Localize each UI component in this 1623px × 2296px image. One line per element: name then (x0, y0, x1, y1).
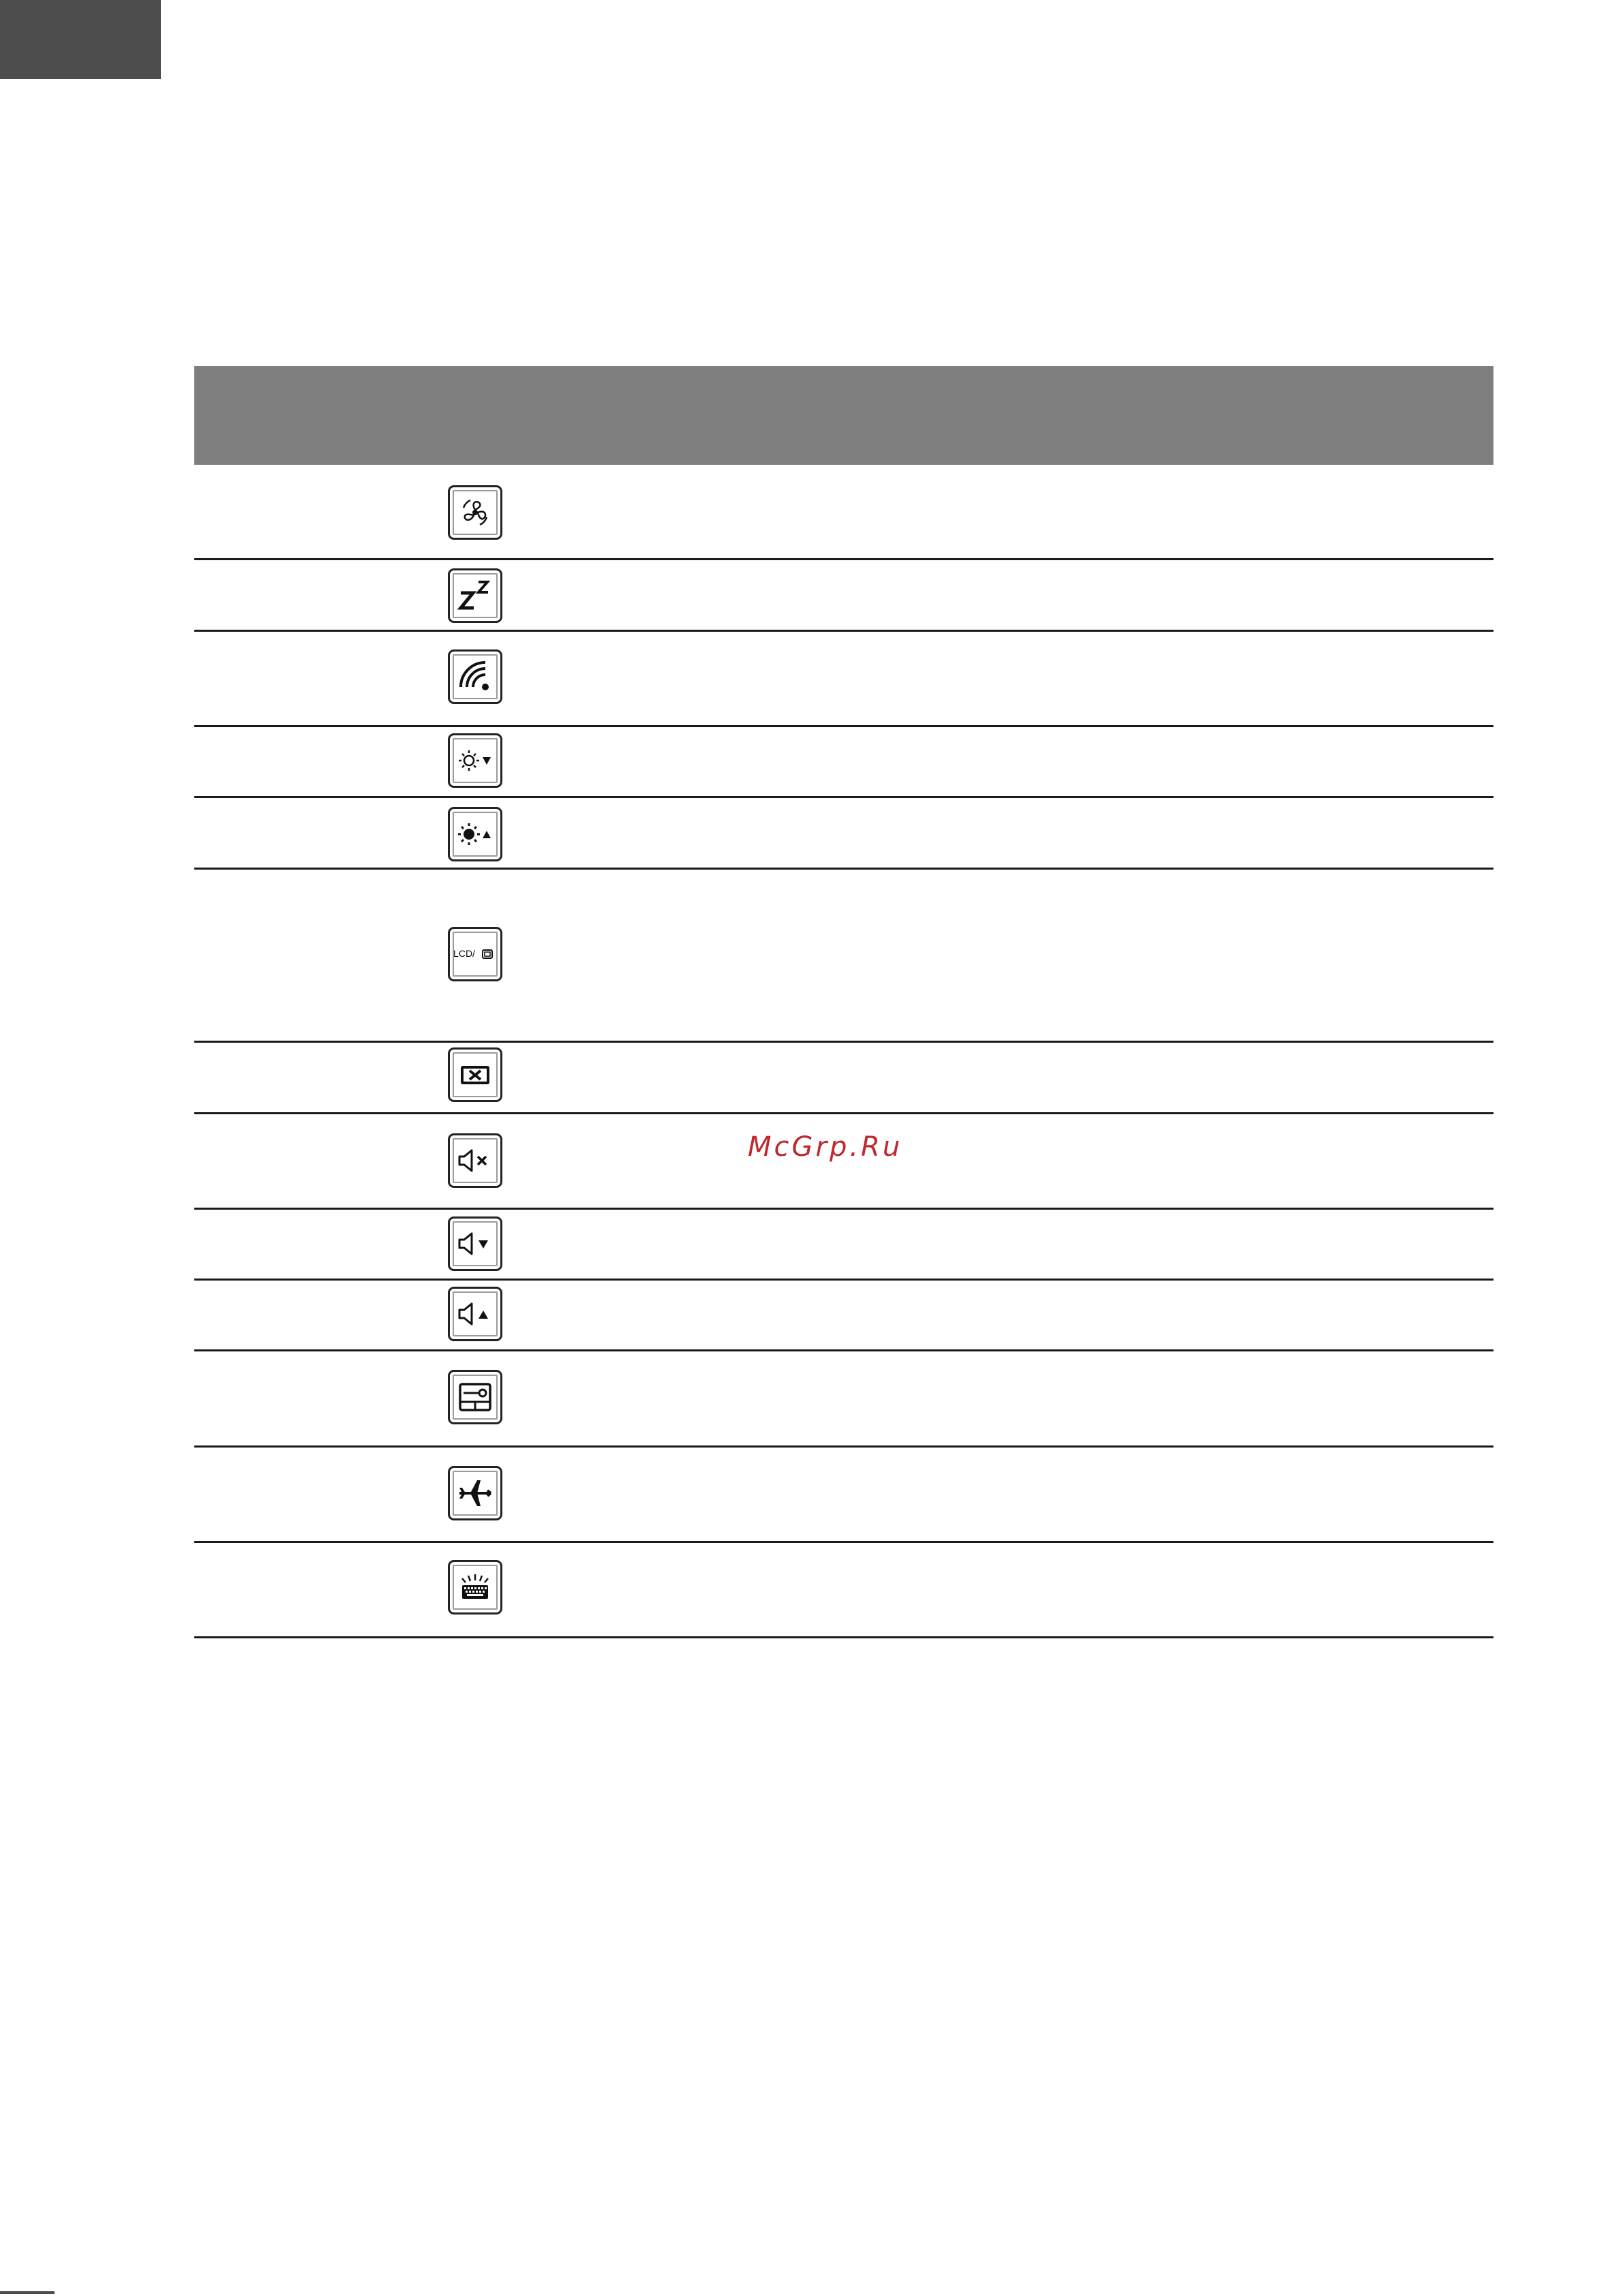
volume-down-key (448, 1216, 502, 1271)
row-divider (194, 1541, 1493, 1543)
keyboard-backlight-icon (450, 1562, 500, 1612)
screen-off-icon (450, 1050, 500, 1100)
sleep-icon (450, 570, 500, 621)
row-divider (194, 1112, 1493, 1114)
screen-off-key (448, 1047, 502, 1102)
row-divider (194, 630, 1493, 632)
wireless-key (448, 649, 502, 704)
volume-up-key (448, 1287, 502, 1341)
fan-key (448, 485, 502, 540)
volume-down-icon (450, 1219, 500, 1269)
display-switch-key (448, 927, 502, 981)
wireless-icon (450, 652, 500, 702)
touchpad-toggle-icon (450, 1372, 500, 1422)
fan-icon (450, 487, 500, 538)
row-divider (194, 1349, 1493, 1351)
brightness-up-icon (450, 809, 500, 859)
volume-up-icon (450, 1289, 500, 1339)
row-divider (194, 558, 1493, 560)
brightness-down-icon (450, 735, 500, 786)
touchpad-toggle-key (448, 1370, 502, 1424)
corner-tab (0, 0, 161, 79)
display-switch-label: LCD/ (453, 948, 475, 959)
watermark: McGrp.Ru (748, 1131, 903, 1163)
table-header (194, 366, 1493, 465)
row-divider (194, 725, 1493, 727)
row-divider (194, 1041, 1493, 1043)
row-divider (194, 796, 1493, 798)
mute-icon (450, 1135, 500, 1186)
row-divider (194, 1279, 1493, 1281)
mute-key (448, 1133, 502, 1188)
brightness-down-key (448, 733, 502, 788)
row-divider (194, 1636, 1493, 1638)
display-switch-icon (450, 929, 500, 979)
sleep-key (448, 568, 502, 623)
airplane-mode-icon (450, 1468, 500, 1518)
keyboard-backlight-key (448, 1560, 502, 1614)
brightness-up-key (448, 807, 502, 861)
bottom-mark (0, 2291, 55, 2294)
airplane-mode-key (448, 1466, 502, 1520)
row-divider (194, 1445, 1493, 1448)
row-divider (194, 1208, 1493, 1210)
row-divider (194, 868, 1493, 870)
